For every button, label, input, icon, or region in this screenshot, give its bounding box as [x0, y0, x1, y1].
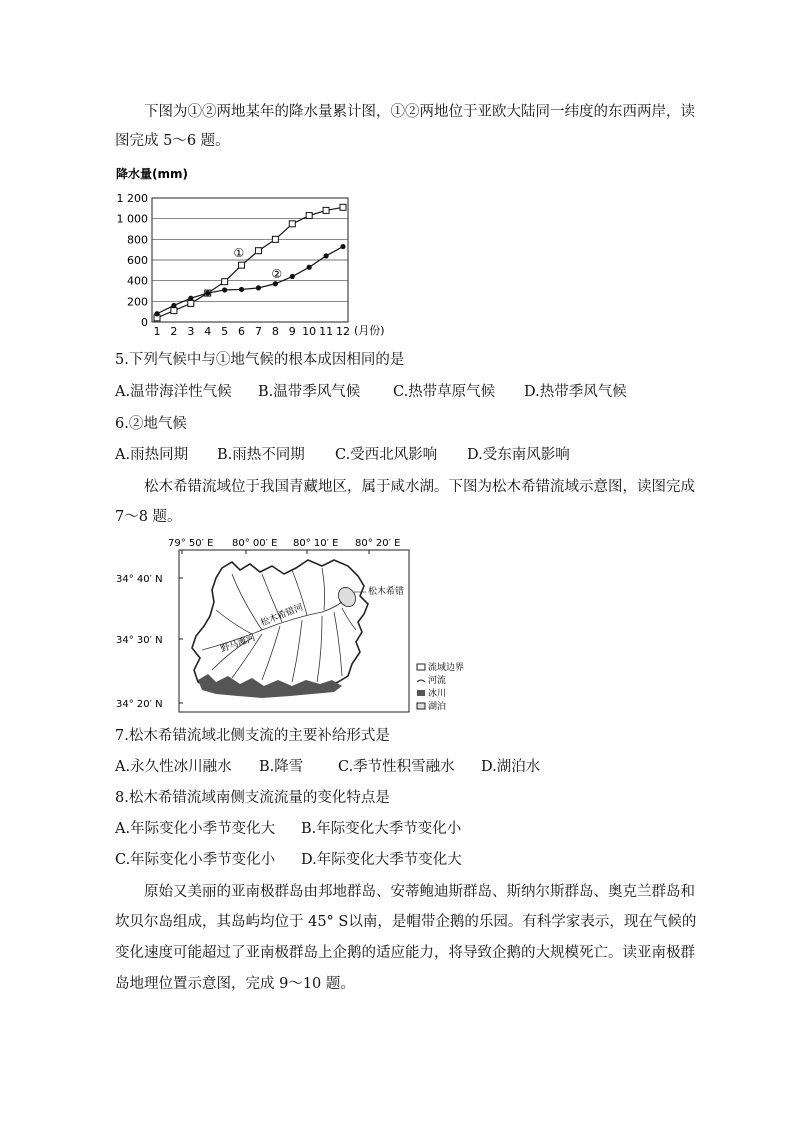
x-tick-label: 6 [238, 325, 246, 338]
intro1-line1: 下图为①②两地某年的降水量累计图，①②两地位于亚欧大陆同一纬度的东西两岸，读 [144, 104, 695, 120]
series-label-1: ① [233, 246, 245, 261]
q5-options [115, 380, 627, 401]
intro1-line2: 图完成 5～6 题。 [115, 133, 230, 149]
q8-stem: 8.松木希错流域南侧支流流量的变化特点是 [115, 790, 390, 806]
legend-swatch-glacier [417, 690, 425, 696]
map-legend [417, 661, 464, 712]
x-tick-label: 9 [288, 325, 296, 338]
q5-option-d[interactable]: D.热带季风气候 [524, 384, 627, 400]
y-tick-label: 1 200 [116, 192, 148, 205]
q5-option-b[interactable]: B.温带季风气候 [258, 384, 361, 400]
y-tick-label: 400 [127, 274, 148, 288]
y-tick-label: 600 [127, 254, 148, 267]
data-point [256, 285, 261, 290]
q7-option-b[interactable]: B.降雪 [259, 759, 304, 775]
intro2-line1: 松木希错流域位于我国青藏地区，属于咸水湖。下图为松木希错流域示意图，读图完成 [144, 479, 695, 495]
data-point [154, 311, 159, 316]
legend-boundary: 流域边界 [428, 663, 465, 673]
data-point [340, 244, 345, 249]
x-tick-label: 3 [187, 325, 195, 338]
lon-label-3: 80° 10′ E [293, 538, 339, 549]
intro3-line3: 变化速度可能超过了亚南极群岛上企鹅的适应能力，将导致企鹅的大规模死亡。读亚南极群 [115, 945, 695, 961]
lake-label: 松木希错 [368, 587, 405, 597]
x-tick-label: 7 [254, 325, 262, 338]
data-point [171, 308, 177, 314]
river-label-songmuxicuo: 松木希错河 [259, 602, 305, 629]
q6-option-d[interactable]: D.受东南风影响 [467, 447, 570, 463]
x-tick-label: 12 [336, 325, 350, 338]
x-tick-label: 4 [204, 325, 212, 338]
q8-option-a[interactable]: A.年际变化小季节变化大 [115, 821, 276, 837]
river-label-yematan: 野马滩河 [219, 633, 257, 655]
intro3-line4: 岛地理位置示意图，完成 9～10 题。 [115, 976, 355, 992]
intro2-line2: 7～8 题。 [115, 509, 182, 525]
data-point [340, 204, 346, 210]
data-point [323, 253, 328, 258]
y-tick-label: 1 000 [116, 212, 148, 226]
data-point [290, 274, 295, 279]
q8-option-b[interactable]: B.年际变化大季节变化小 [301, 821, 462, 837]
legend-swatch-river [417, 680, 425, 682]
x-tick-label: 1 [153, 325, 161, 338]
legend-river: 河流 [428, 676, 447, 686]
legend-glacier: 冰川 [428, 689, 447, 699]
data-point [289, 221, 295, 227]
q7-options [115, 755, 540, 776]
data-point [222, 287, 227, 292]
q5-stem: 5.下列气候中与①地气候的根本成因相同的是 [115, 352, 405, 368]
lon-label-2: 80° 00′ E [232, 538, 278, 549]
q8-options-row1 [115, 817, 461, 838]
q7-option-d[interactable]: D.湖泊水 [481, 759, 541, 775]
q5-option-c[interactable]: C.热带草原气候 [393, 384, 496, 400]
intro3-line2: 坎贝尔岛组成，其岛屿均位于 45° S以南，是帽带企鹅的乐园。有科学家表示，现在气候的 [115, 914, 697, 930]
legend-swatch-boundary [417, 664, 425, 670]
data-point [205, 290, 210, 295]
y-tick-label: 800 [127, 233, 148, 247]
lat-label-1: 34° 40′ N [116, 574, 163, 585]
series-label-2: ② [271, 266, 283, 281]
lon-label-1: 79° 50′ E [168, 538, 214, 549]
lon-label-4: 80° 20′ E [355, 538, 401, 549]
data-point [255, 248, 261, 254]
x-tick-label: 5 [221, 325, 229, 338]
q6-options [115, 443, 570, 464]
lat-label-3: 34° 20′ N [116, 699, 163, 710]
data-point [171, 303, 176, 308]
q7-option-c[interactable]: C.季节性积雪融水 [338, 759, 455, 775]
chart-y-ticks [117, 192, 149, 329]
q7-option-a[interactable]: A.永久性冰川融水 [115, 759, 232, 775]
q5-option-a[interactable]: A.温带海洋性气候 [115, 384, 232, 400]
series-line-2 [157, 247, 343, 314]
q6-option-b[interactable]: B.雨热不同期 [217, 447, 305, 463]
q6-option-c[interactable]: C.受西北风影响 [335, 447, 438, 463]
data-point [273, 281, 278, 286]
data-point [222, 279, 228, 285]
data-point [239, 262, 245, 268]
q6-option-a[interactable]: A.雨热同期 [115, 447, 189, 463]
chart-x-ticks [154, 325, 351, 338]
data-point [188, 300, 194, 306]
chart-ylabel: 降水量(mm) [116, 167, 188, 181]
songmuxicuo-basin-map [112, 530, 472, 720]
data-point [307, 265, 312, 270]
data-point [239, 287, 244, 292]
y-tick-label: 0 [141, 316, 148, 329]
data-point [306, 213, 312, 219]
data-point [323, 207, 329, 213]
y-tick-label: 200 [127, 295, 148, 309]
precipitation-chart [112, 163, 412, 343]
legend-lake: 湖泊 [428, 702, 447, 712]
q7-stem: 7.松木希错流域北侧支流的主要补给形式是 [115, 728, 390, 744]
chart-xlabel: (月份) [354, 324, 385, 337]
intro3-line1: 原始又美丽的亚南极群岛由邦地群岛、安蒂鲍迪斯群岛、斯纳尔斯群岛、奥克兰群岛和 [144, 884, 695, 900]
x-tick-label: 8 [271, 325, 279, 338]
x-tick-label: 10 [302, 325, 317, 338]
data-point [272, 236, 278, 242]
chart-series [154, 204, 346, 321]
x-tick-label: 11 [319, 325, 334, 338]
chart-grid [152, 198, 348, 322]
q6-stem: 6.②地气候 [115, 416, 187, 432]
q8-options-row2 [115, 848, 462, 869]
q8-option-c[interactable]: C.年际变化小季节变化小 [115, 852, 276, 868]
x-tick-label: 2 [170, 325, 178, 338]
lat-label-2: 34° 30′ N [116, 635, 163, 646]
legend-swatch-lake [417, 703, 425, 709]
data-point [188, 296, 193, 301]
q8-option-d[interactable]: D.年际变化大季节变化大 [301, 852, 462, 868]
